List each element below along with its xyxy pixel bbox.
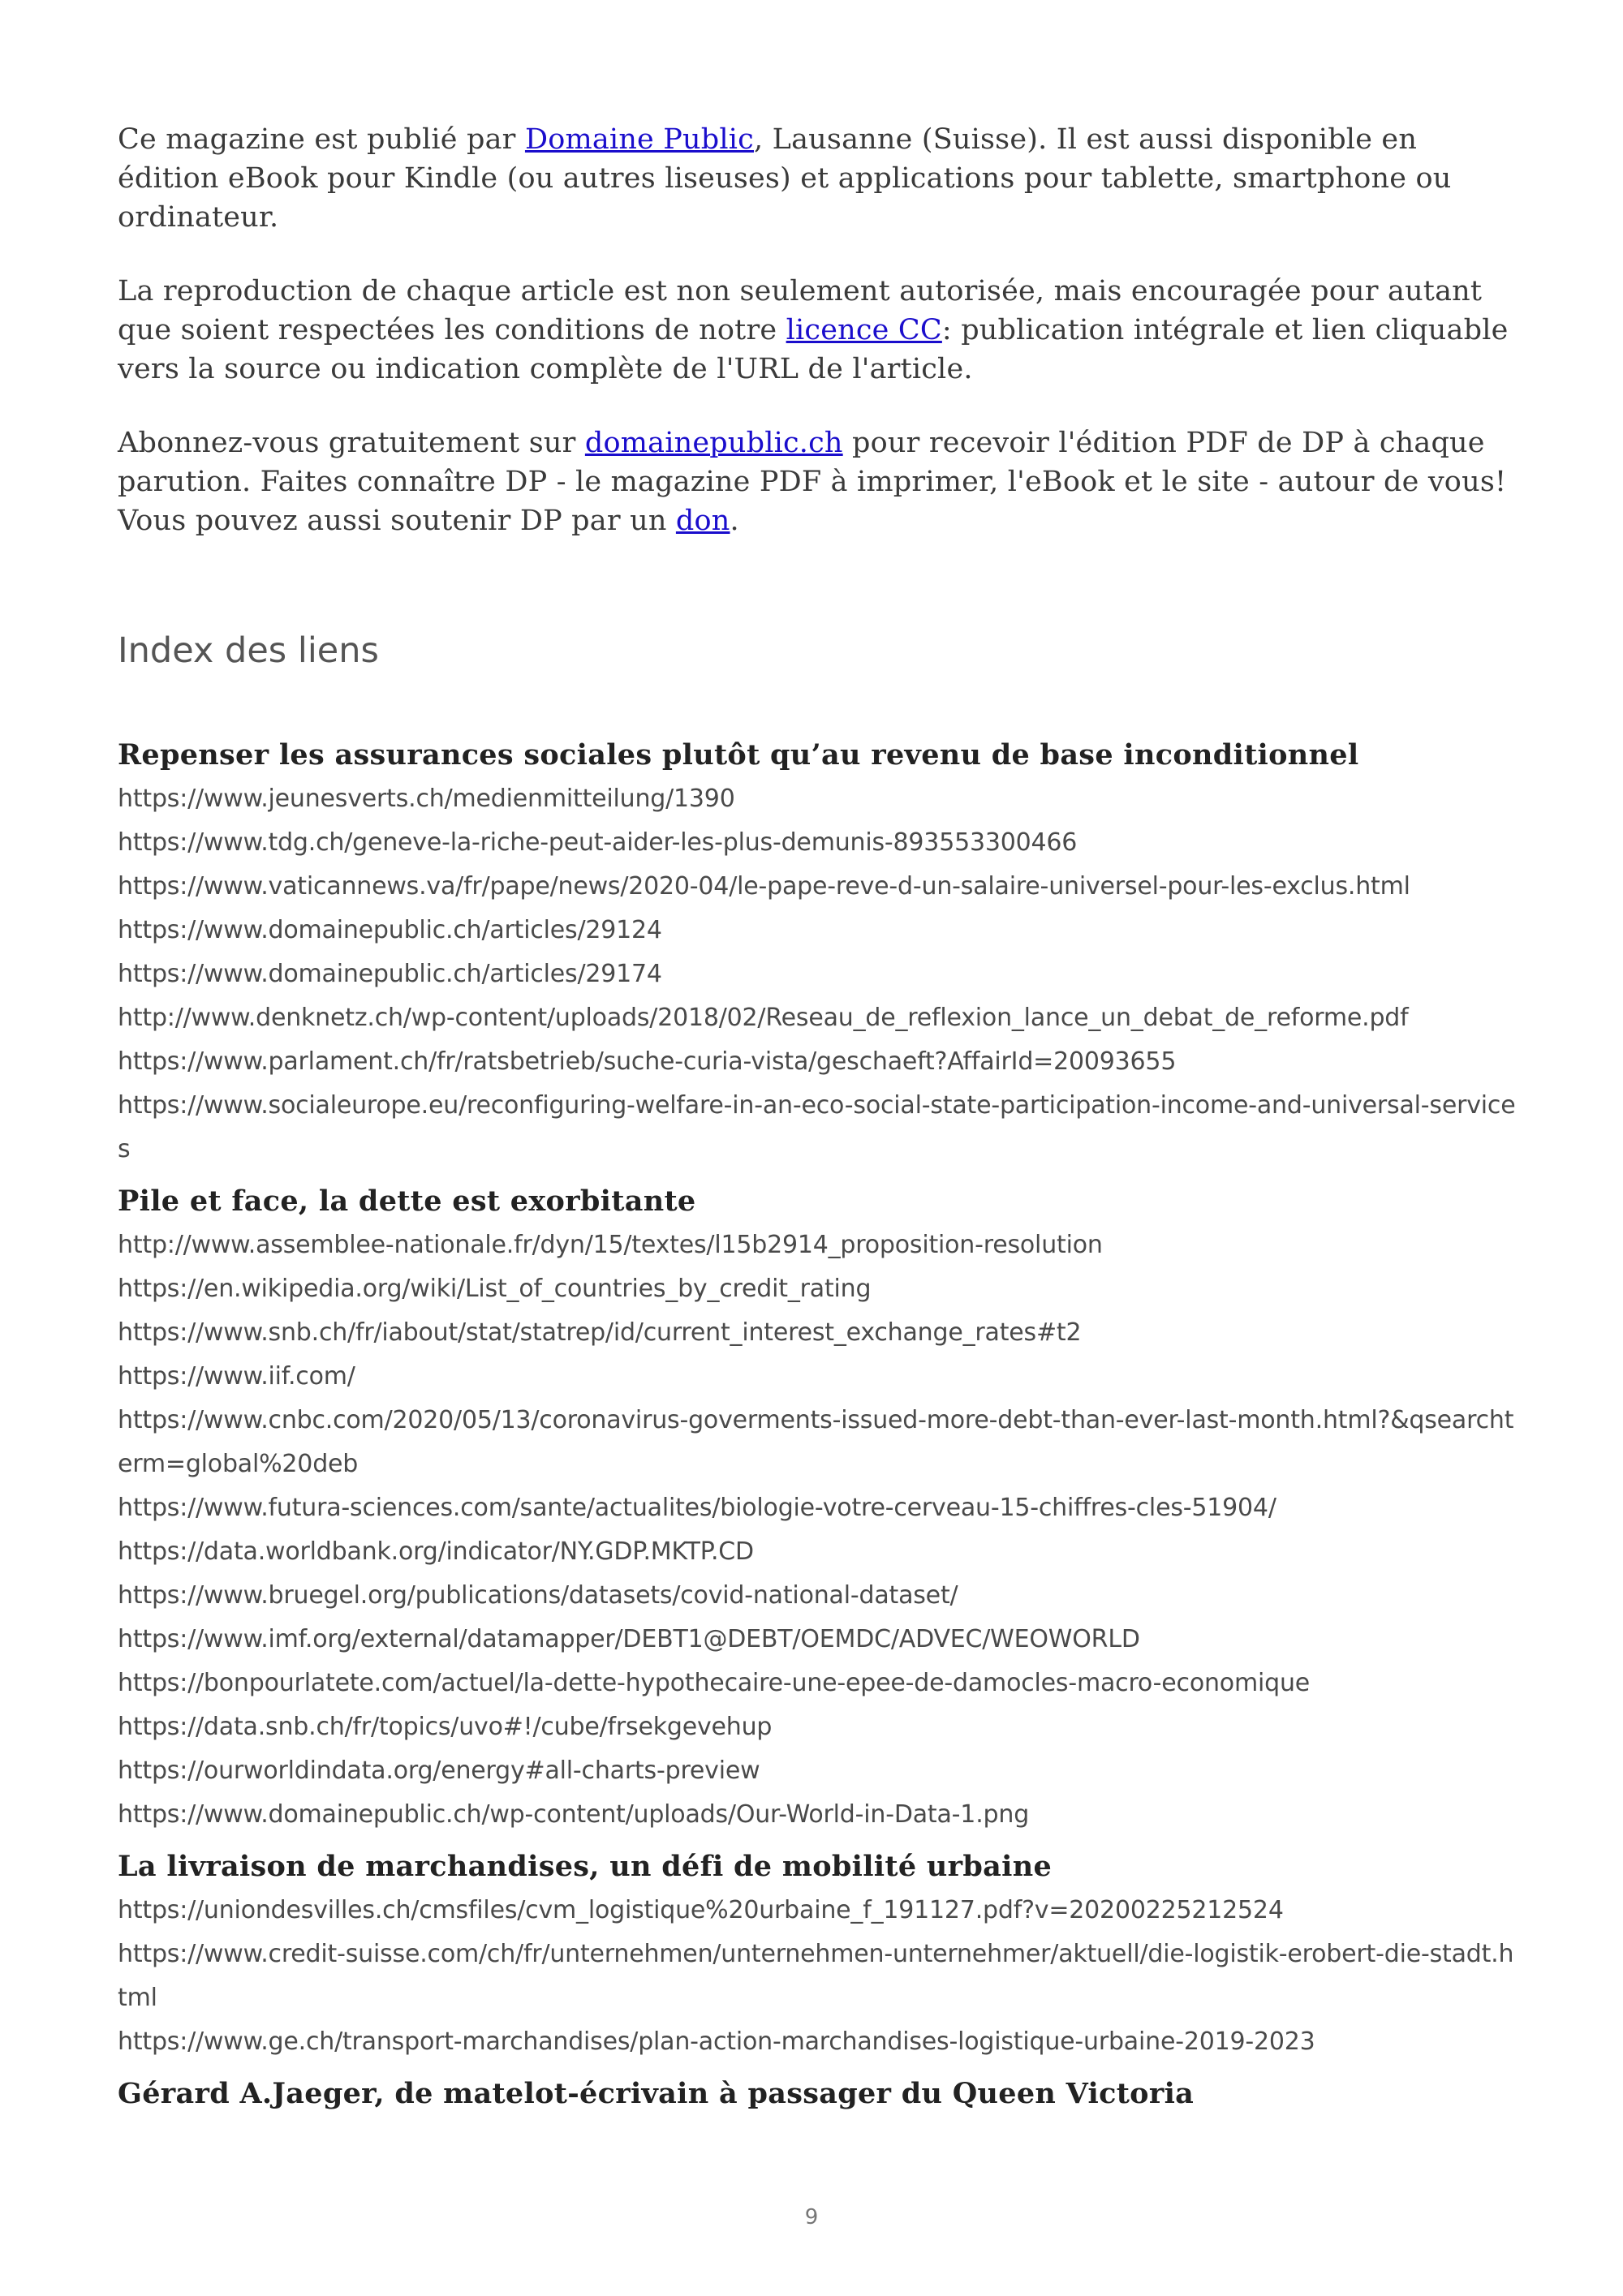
- url-link[interactable]: https://en.wikipedia.org/wiki/List_of_countries_by_credit_rating: [118, 1275, 872, 1303]
- intro-p3-text-middle: pour recevoir l'édition PDF de DP à chaque parution. Faites connaître DP - le magazine PDF à imprimer, l'eBook et le site - autour de vous! Vous pouvez aussi soutenir DP par un: [118, 427, 1507, 537]
- url-list: [118, 777, 1522, 1172]
- intro-paragraph-license: [118, 272, 1522, 389]
- url-link[interactable]: https://data.worldbank.org/indicator/NY.GDP.MKTP.CD: [118, 1537, 754, 1566]
- index-heading: Index des liens: [118, 630, 379, 671]
- licence-cc-link[interactable]: licence CC: [786, 314, 942, 346]
- url-link[interactable]: https://www.jeunesverts.ch/medienmitteilung/1390: [118, 785, 735, 813]
- url-link[interactable]: https://ourworldindata.org/energy#all-charts-preview: [118, 1756, 760, 1785]
- intro-paragraph-publisher: [118, 120, 1522, 237]
- domaine-public-link[interactable]: Domaine Public: [524, 123, 754, 156]
- intro-p1-text-before: Ce magazine est publié par: [118, 123, 525, 156]
- index-sections: [118, 735, 1522, 2114]
- section-title: Pile et face, la dette est exorbitante: [118, 1185, 696, 1218]
- section-title: Repenser les assurances sociales plutôt qu’au revenu de base inconditionnel: [118, 738, 1359, 772]
- url-link[interactable]: https://www.domainepublic.ch/articles/29124: [118, 916, 662, 944]
- intro-p3-text-before: Abonnez-vous gratuitement sur: [118, 427, 585, 459]
- url-link[interactable]: https://www.imf.org/external/datamapper/DEBT1@DEBT/OEMDC/ADVEC/WEOWORLD: [118, 1625, 1140, 1653]
- url-link[interactable]: https://www.socialeurope.eu/reconfiguring-welfare-in-an-eco-social-state-participation-income-and-universal-services: [118, 1091, 1516, 1163]
- url-link[interactable]: https://www.snb.ch/fr/iabout/stat/statrep/id/current_interest_exchange_rates#t2: [118, 1318, 1082, 1347]
- url-link[interactable]: https://www.tdg.ch/geneve-la-riche-peut-aider-les-plus-demunis-893553300466: [118, 828, 1078, 857]
- url-link[interactable]: http://www.denknetz.ch/wp-content/uploads/2018/02/Reseau_de_reflexion_lance_un_debat_de_reforme.pdf: [118, 1004, 1409, 1032]
- url-link[interactable]: https://www.vaticannews.va/fr/pape/news/2020-04/le-pape-reve-d-un-salaire-universel-pour-les-exclus.html: [118, 872, 1410, 901]
- intro-paragraph-subscribe: [118, 424, 1522, 540]
- url-link[interactable]: http://www.assemblee-nationale.fr/dyn/15/textes/l15b2914_proposition-resolution: [118, 1231, 1103, 1259]
- intro-p2-text-after: : publication intégrale et lien cliquable vers la source ou indication complète de l'URL de l'article.: [118, 314, 1509, 385]
- index-section: [118, 2074, 1522, 2114]
- section-title: Gérard A.Jaeger, de matelot-écrivain à passager du Queen Victoria: [118, 2077, 1195, 2110]
- domainepublic-site-link[interactable]: domainepublic.ch: [584, 427, 843, 459]
- url-link[interactable]: https://www.domainepublic.ch/articles/29174: [118, 960, 662, 988]
- section-title: La livraison de marchandises, un défi de mobilité urbaine: [118, 1850, 1053, 1883]
- url-link[interactable]: https://www.domainepublic.ch/wp-content/uploads/Our-World-in-Data-1.png: [118, 1800, 1030, 1829]
- url-link[interactable]: https://www.iif.com/: [118, 1362, 355, 1391]
- url-link[interactable]: https://www.credit-suisse.com/ch/fr/unternehmen/unternehmen-unternehmer/aktuell/die-logistik-erobert-die-stadt.html: [118, 1940, 1514, 2012]
- url-link[interactable]: https://bonpourlatete.com/actuel/la-dette-hypothecaire-une-epee-de-damocles-macro-economique: [118, 1669, 1311, 1697]
- url-link[interactable]: https://www.ge.ch/transport-marchandises/plan-action-marchandises-logistique-urbaine-2019-2023: [118, 2027, 1315, 2056]
- url-link[interactable]: https://www.parlament.ch/fr/ratsbetrieb/suche-curia-vista/geschaeft?AffairId=20093655: [118, 1047, 1177, 1076]
- page-content: [118, 120, 1522, 2116]
- url-link[interactable]: https://www.bruegel.org/publications/datasets/covid-national-dataset/: [118, 1581, 958, 1610]
- intro-p3-text-after: .: [730, 505, 739, 537]
- intro-p2-text-before: La reproduction de chaque article est non seulement autorisée, mais encouragée pour autant que soient respectées les conditions de notre: [118, 275, 1483, 346]
- index-section: [118, 735, 1522, 1172]
- index-section: [118, 1847, 1522, 2064]
- url-list: [118, 1223, 1522, 1837]
- intro-p1-text-after: , Lausanne (Suisse). Il est aussi disponible en édition eBook pour Kindle (ou autres liseuses) et applications pour tablette, smartphone ou ordinateur.: [118, 123, 1452, 234]
- url-link[interactable]: https://uniondesvilles.ch/cmsfiles/cvm_logistique%20urbaine_f_191127.pdf?v=20200225212524: [118, 1896, 1284, 1924]
- url-link[interactable]: https://www.futura-sciences.com/sante/actualites/biologie-votre-cerveau-15-chiffres-cles-51904/: [118, 1494, 1276, 1522]
- url-link[interactable]: https://www.cnbc.com/2020/05/13/coronavirus-goverments-issued-more-debt-than-ever-last-month.html?&qsearchterm=global%20deb: [118, 1406, 1514, 1478]
- page-number: 9: [804, 2205, 819, 2229]
- index-section: [118, 1181, 1522, 1837]
- url-link[interactable]: https://data.snb.ch/fr/topics/uvo#!/cube/frsekgevehup: [118, 1713, 773, 1741]
- url-list: [118, 1889, 1522, 2064]
- donation-link[interactable]: don: [675, 505, 730, 537]
